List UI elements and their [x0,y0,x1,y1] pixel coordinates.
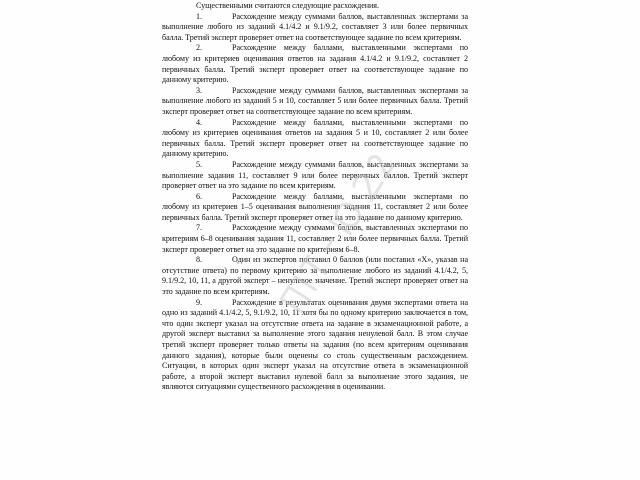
rule-number: 6. [196,191,202,201]
rule-number: 5. [196,159,202,169]
rule-text: Расхождение между баллами, выставленными экспертами по любому из критериев оценивания ответов на задания 5 и 10, составляет 2 или более первичных балла. Третий эксперт проверяет ответ на соответствующее задание по данному критерию. [162,117,468,159]
rule-item [162,86,468,118]
rule-item [162,43,468,85]
rule-number: 4. [196,117,202,127]
rule-text: Расхождение между суммами баллов, выставленных экспертами за выполнение задания 11, составляет 9 или более первичных баллов. Третий эксперт проверяет ответ на это задание по всем критериям. [162,159,468,191]
rule-item [162,118,468,160]
rule-text: Один из экспертов поставил 0 баллов (или поставил «Х», указав на отсутствие ответа) по первому критерию за выполнение любого из заданий 4.1/4.2, 5, 9.1/9.2, 10, 11, а другой эксперт – ненулевое значение. Третий эксперт проверяет ответ на это задание по всем критериям. [162,255,468,297]
rule-item [162,192,468,224]
rule-item [162,223,468,255]
rule-text: Расхождение между баллами, выставленными экспертами по любому из критериев 1–5 оценивания выполнения задания 11, составляет 2 или более первичных балла. Третий эксперт проверяет ответ на это задание по данному критерию. [162,191,468,222]
rule-text: Расхождение между суммами баллов, выставленных экспертами за выполнение любого из заданий 5 и 10, составляет 5 или более первичных балла. Третий эксперт проверяет ответ на соответствующее задание по всем критериям. [162,85,468,116]
document-text [162,1,468,393]
intro-heading: Существенными считаются следующие расхождения. [196,1,379,10]
rule-number: 2. [196,43,202,53]
rule-text: Расхождение в результатах оценивания двумя экспертами ответа на одно из заданий 4.1/4.2, 5, 9.1/9.2, 10, 11 хотя бы по одному критерию заключается в том, что один эксперт указал на отсутствие ответа на задание в экзаменационной работе, а другой эксперт выставил за выполнение этого задания ненулевой балл. В этом случае третий эксперт проверяет только ответы на задания (по всем критериям оценивания данного задания), которые были оценены со столь существенным расхождением. Ситуации, в которых один эксперт указал на отсутствие ответа в экзаменационной работе, а второй эксперт выставил нулевой балл за выполнение этого задания, не являются ситуациями существенного расхождения в оценивании. [162,297,468,392]
rule-number: 3. [196,85,202,95]
rule-number: 8. [196,255,202,265]
rule-item [162,298,468,393]
rule-item [162,255,468,297]
rule-text: Расхождение между суммами баллов, выставленных экспертами за выполнение любого из заданий 4.1/4.2 и 9.1/9.2, составляет 3 или более первичных балла. Третий эксперт проверяет ответ на соответствующее задание по всем критериям. [162,11,468,42]
rule-item [162,12,468,44]
rule-text: Расхождение между суммами баллов, выставленных экспертами по критериям 6–8 оценивания задания 11, составляет 2 или более первичных балла. Третий эксперт проверяет ответ на это задание по критериям 6–8. [162,223,468,254]
rule-number: 7. [196,223,202,233]
rule-item [162,160,468,192]
rule-number: 1. [196,11,202,21]
rule-number: 9. [196,297,202,307]
rule-text: Расхождение между баллами, выставленными экспертами по любому из критериев оценивания ответов на задания 4.1/4.2 и 9.1/9.2, составляет 2 первичных балла. Третий эксперт проверяет ответ на соответствующее задание по данному критерию. [162,43,468,85]
